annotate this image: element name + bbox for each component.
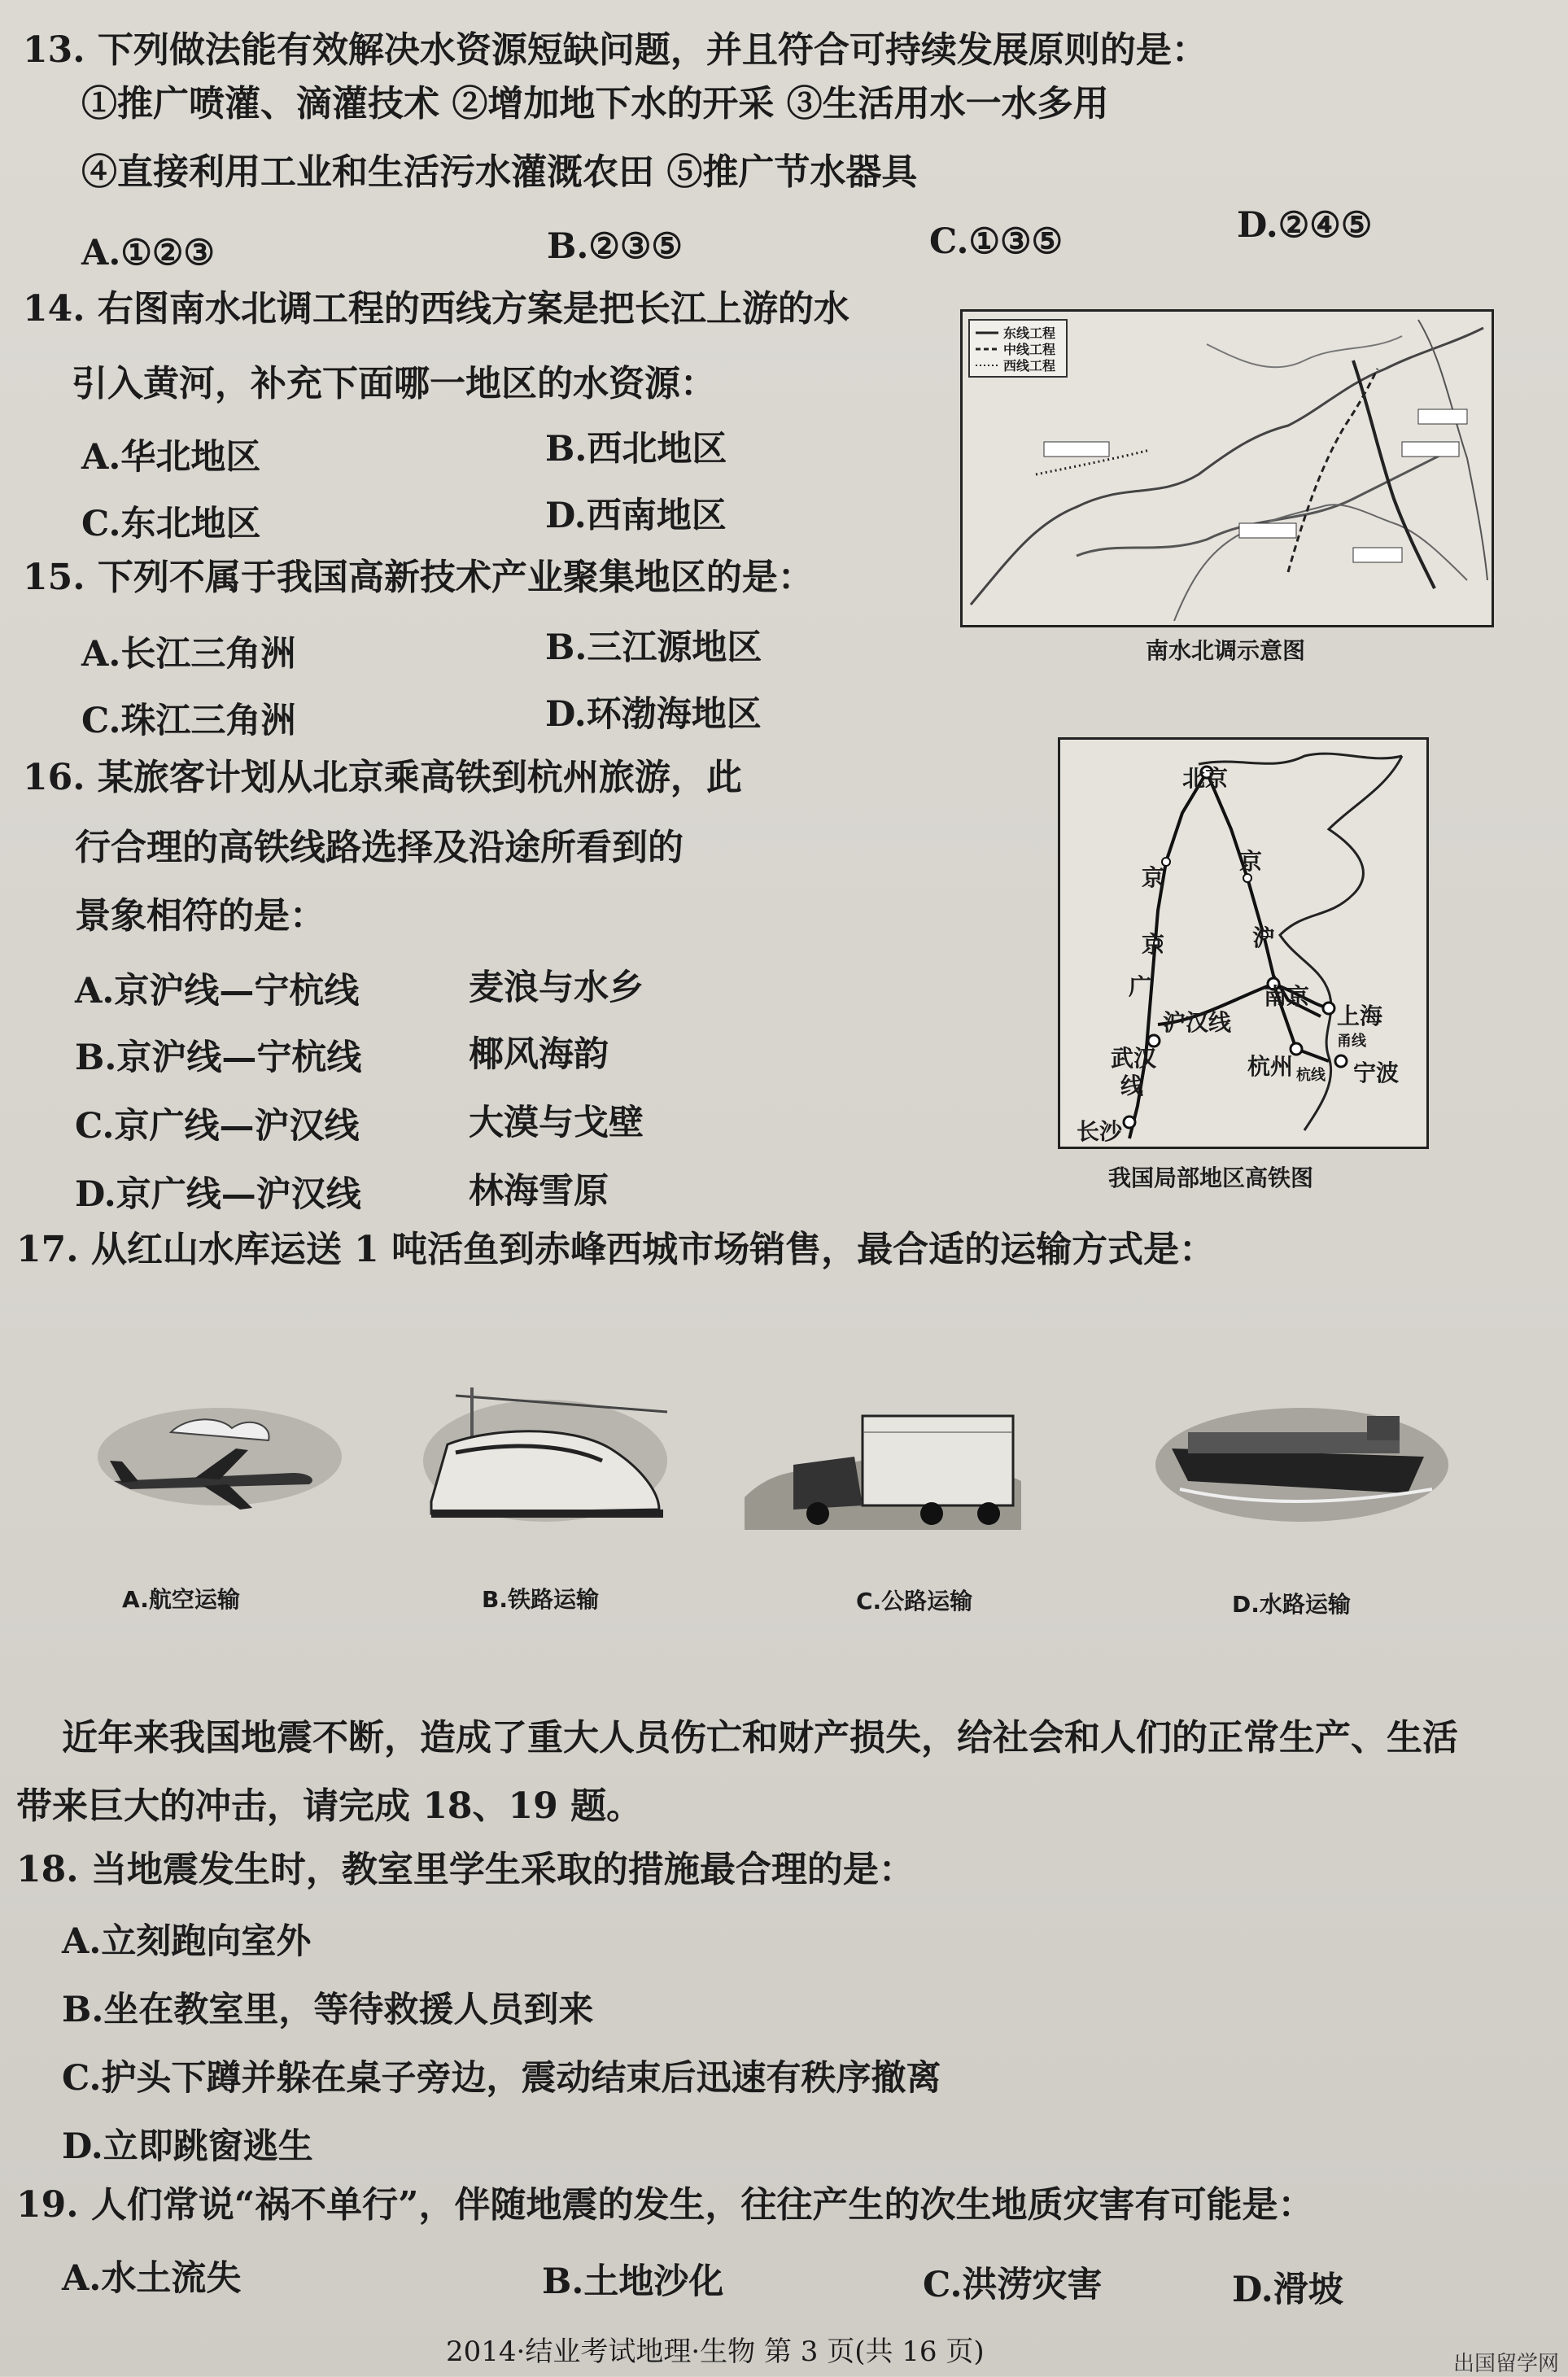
page-footer: 2014·结业考试地理·生物 第 3 页(共 16 页) bbox=[446, 2335, 985, 2368]
label-shanghai: 上海 bbox=[1337, 1003, 1383, 1029]
watermark: 出国留学网 bbox=[1453, 2352, 1560, 2376]
label-changsha: 长沙 bbox=[1077, 1118, 1123, 1145]
label-hang-line: 杭线 bbox=[1296, 1067, 1326, 1084]
rail-map-caption: 我国局部地区高铁图 bbox=[1108, 1164, 1314, 1191]
label-ningbo: 宁波 bbox=[1353, 1060, 1400, 1086]
q16-option-d-scene: 林海雪原 bbox=[469, 1171, 609, 1212]
q18-stem: 18. 当地震发生时，教室里学生采取的措施最合理的是： bbox=[16, 1849, 915, 1890]
q16-option-b-route: B.京沪线—宁杭线 bbox=[75, 1038, 362, 1078]
intro-line-2: 带来巨大的冲击，请完成 18、19 题。 bbox=[16, 1785, 643, 1827]
q18-option-c: C.护头下蹲并躲在桌子旁边，震动结束后迅速有秩序撤离 bbox=[62, 2058, 941, 2099]
truck-icon bbox=[745, 1400, 1021, 1530]
legend-east: 东线工程 bbox=[1003, 326, 1056, 341]
q19-option-a: A.水土流失 bbox=[62, 2258, 242, 2299]
q14-option-a: A.华北地区 bbox=[81, 437, 261, 478]
label-wuhan: 武汉 bbox=[1111, 1045, 1157, 1072]
q14-stem-1: 14. 右图南水北调工程的西线方案是把长江上游的水 bbox=[23, 288, 850, 330]
q14-option-c: C.东北地区 bbox=[81, 504, 261, 544]
label-yong-line: 甬线 bbox=[1337, 1033, 1366, 1050]
q16-stem-2: 行合理的高铁线路选择及沿途所看到的 bbox=[75, 827, 684, 868]
q19-option-b: B.土地沙化 bbox=[542, 2261, 724, 2302]
q16-option-a-scene: 麦浪与水乡 bbox=[469, 968, 644, 1008]
q16-stem-3: 景象相符的是： bbox=[75, 895, 325, 937]
q13-option-d: D.②④⑤ bbox=[1237, 205, 1373, 246]
q16-option-b-scene: 椰风海韵 bbox=[469, 1034, 609, 1075]
ship-icon bbox=[1155, 1400, 1448, 1522]
q15-option-a: A.长江三角洲 bbox=[81, 634, 296, 675]
label-nanjing: 南京 bbox=[1264, 983, 1310, 1010]
q16-option-c-route: C.京广线—沪汉线 bbox=[75, 1106, 360, 1147]
q16-option-c-scene: 大漠与戈壁 bbox=[469, 1103, 644, 1143]
label-jing-hu-1: 京 bbox=[1239, 848, 1263, 875]
label-beijing: 北京 bbox=[1182, 765, 1229, 792]
q18-option-d: D.立即跳窗逃生 bbox=[62, 2126, 313, 2167]
high-speed-rail-map bbox=[1058, 737, 1429, 1149]
q19-option-c: C.洪涝灾害 bbox=[923, 2265, 1103, 2305]
q14-option-d: D.西南地区 bbox=[545, 496, 727, 536]
intro-line-1: 近年来我国地震不断，造成了重大人员伤亡和财产损失，给社会和人们的正常生产、生活 bbox=[62, 1717, 1458, 1759]
q15-stem: 15. 下列不属于我国高新技术产业聚集地区的是： bbox=[23, 557, 814, 598]
q17-option-d: D.水路运输 bbox=[1232, 1591, 1351, 1618]
q17-stem: 17. 从红山水库运送 1 吨活鱼到赤峰西城市场销售，最合适的运输方式是： bbox=[16, 1229, 1216, 1270]
q13-option-a: A.①②③ bbox=[81, 233, 215, 273]
south-north-water-map bbox=[960, 309, 1494, 627]
legend-west: 西线工程 bbox=[1003, 358, 1056, 374]
south-north-map-caption: 南水北调示意图 bbox=[1146, 637, 1306, 664]
q15-option-d: D.环渤海地区 bbox=[545, 694, 762, 735]
q17-option-a: A.航空运输 bbox=[122, 1586, 240, 1613]
q16-option-a-route: A.京沪线—宁杭线 bbox=[75, 971, 360, 1012]
q13-option-c: C.①③⑤ bbox=[929, 221, 1064, 262]
train-icon bbox=[423, 1379, 667, 1526]
q17-option-b: B.铁路运输 bbox=[482, 1586, 599, 1613]
label-guang: 广 bbox=[1129, 973, 1152, 1000]
q16-stem-1: 16. 某旅客计划从北京乘高铁到杭州旅游，此 bbox=[23, 757, 742, 798]
q17-option-c: C.公路运输 bbox=[856, 1588, 973, 1615]
label-jing-guang-2: 京 bbox=[1142, 931, 1165, 958]
label-hangzhou: 杭州 bbox=[1247, 1053, 1294, 1080]
label-hu: 沪 bbox=[1252, 924, 1276, 951]
q16-option-d-route: D.京广线—沪汉线 bbox=[75, 1174, 361, 1215]
q15-option-b: B.三江源地区 bbox=[545, 627, 762, 668]
q13-statements-2: ④直接利用工业和生活污水灌溉农田 ⑤推广节水器具 bbox=[81, 151, 918, 193]
label-huhan-line: 沪汉线 bbox=[1163, 1009, 1232, 1036]
q19-option-d: D.滑坡 bbox=[1232, 2270, 1343, 2310]
q13-statements-1: ①推广喷灌、滴灌技术 ②增加地下水的开采 ③生活用水一水多用 bbox=[81, 83, 1109, 125]
legend-middle: 中线工程 bbox=[1003, 342, 1056, 357]
airplane-icon bbox=[98, 1392, 342, 1522]
label-line-suffix: 线 bbox=[1120, 1073, 1144, 1099]
q18-option-b: B.坐在教室里，等待救援人员到来 bbox=[62, 1990, 594, 2030]
q14-stem-2: 引入黄河，补充下面哪一地区的水资源： bbox=[72, 363, 716, 404]
q13-stem: 13. 下列做法能有效解决水资源短缺问题，并且符合可持续发展原则的是： bbox=[23, 29, 1208, 71]
q14-option-b: B.西北地区 bbox=[545, 429, 727, 470]
q19-stem: 19. 人们常说“祸不单行”，伴随地震的发生，往往产生的次生地质灾害有可能是： bbox=[16, 2184, 1314, 2226]
q15-option-c: C.珠江三角洲 bbox=[81, 701, 296, 741]
q18-option-a: A.立刻跑向室外 bbox=[62, 1921, 312, 1962]
q13-option-b: B.②③⑤ bbox=[547, 226, 683, 267]
label-jing-guang-1: 京 bbox=[1142, 864, 1165, 891]
